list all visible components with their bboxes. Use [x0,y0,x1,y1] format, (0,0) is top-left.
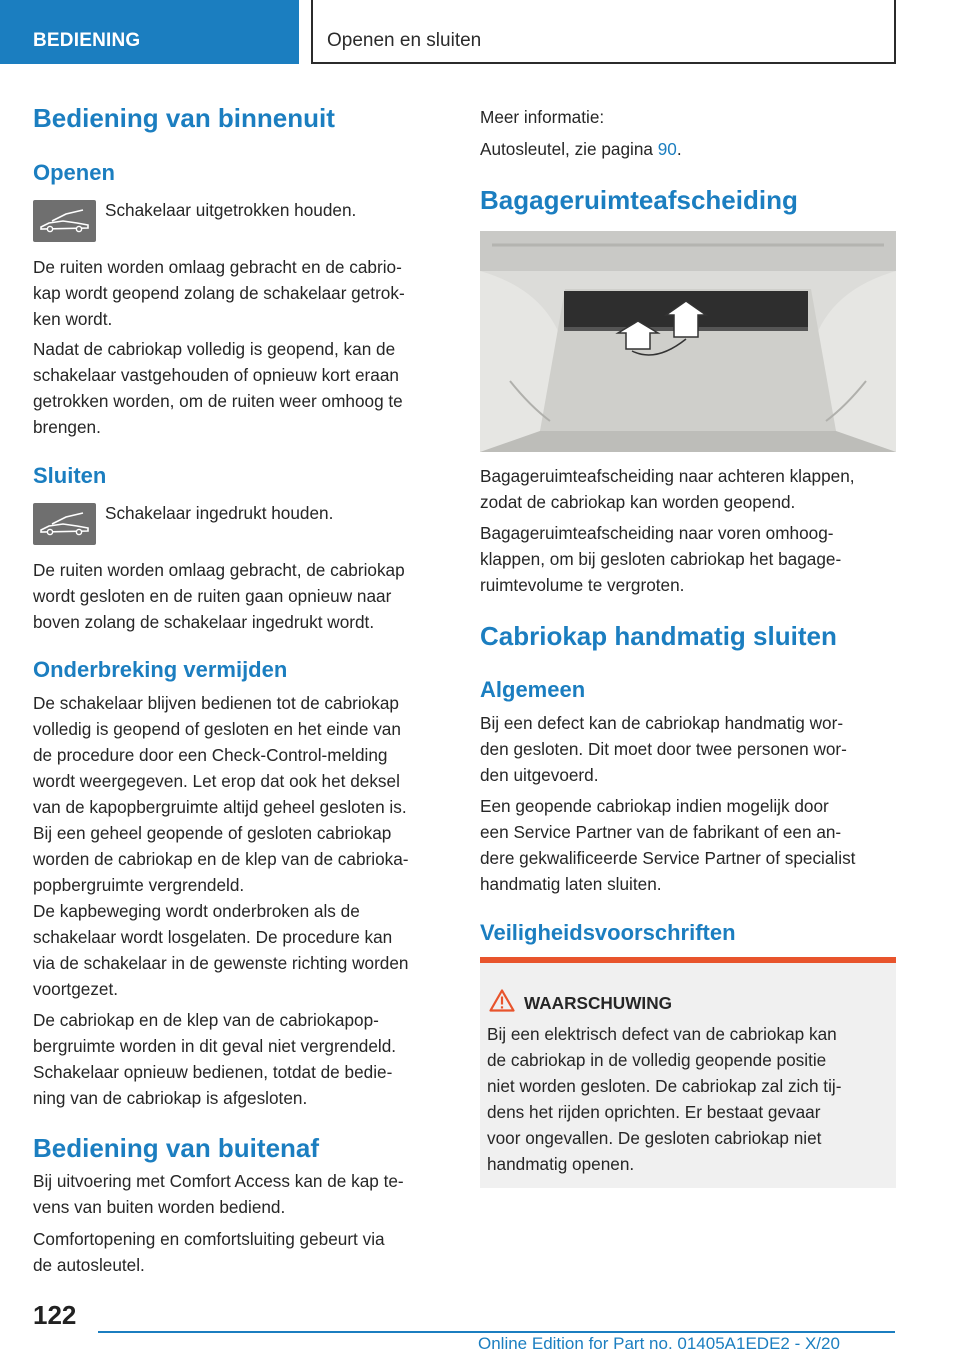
partition-paragraph-2: Bagageruimteafscheiding naar voren omhoog‐ klappen, om bij gesloten cabriokap het bagage‐ ruimtevolume te vergroten. [480,523,842,595]
heading-close: Sluiten [33,463,107,488]
warning-text: Bij een elektrisch defect van de cabriokap kan de cabriokap in de volledig geopende positie niet worden gesloten. De cabriokap zal zich tij‐ dens het rijden oprichten. Er bestaat gevaar voor ongevallen. De gesloten cabriokap niet handmatig openen. [487,1024,842,1174]
footer-edition: Online Edition for Part no. 01405A1EDE2 - X/20 [478,1334,840,1353]
interrupt-paragraph-3: De cabriokap en de klep van de cabriokapop‐ bergruimte worden in dit geval niet vergrendeld. Schakelaar opnieuw bedienen, totdat de bedie‐ ning van de cabriokap is afgesloten. [33,1010,397,1108]
outside-paragraph-2: Comfortopening en comfortsluiting gebeurt via de autosleutel. [33,1229,385,1275]
section-tab [0,0,299,64]
footer-divider [98,1331,895,1333]
heading-partition: Bagageruimteafscheiding [480,185,798,215]
interrupt-paragraph-2: De kapbeweging wordt onderbroken als de schakelaar wordt losgelaten. De procedure kan via de schakelaar in de gewenste richting worden voortgezet. [33,901,409,999]
open-paragraph-2: Nadat de cabriokap volledig is geopend, kan de schakelaar vastgehouden of opnieuw kort eraan getrokken worden, om de ruiten weer omhoog te brengen. [33,339,403,437]
general-paragraph-2: Een geopende cabriokap indien mogelijk door een Service Partner van de fabrikant of een an‐ dere gekwalificeerde Service Partner of specialist handmatig laten sluiten. [480,796,856,894]
heading-general: Algemeen [480,677,586,702]
heading-interrupt: Onderbreking vermijden [33,657,288,682]
page-number: 122 [33,1300,77,1330]
topic-title: Openen en sluiten [327,30,482,51]
topic-tab [311,0,896,64]
trunk-partition-image [480,231,896,452]
key-reference: Autosleutel, zie pagina 90. [480,139,682,159]
outside-paragraph-1: Bij uitvoering met Comfort Access kan de kap te‐ vens van buiten worden bediend. [33,1171,404,1217]
page-link[interactable]: 90 [657,139,677,159]
general-paragraph-1: Bij een defect kan de cabriokap handmatig wor‐ den gesloten. Dit moet door twee personen wor‐ den uitgevoerd. [480,713,847,785]
open-instruction: Schakelaar uitgetrokken houden. [105,200,357,220]
interrupt-paragraph-1: De schakelaar blijven bedienen tot de cabriokap volledig is geopend of gesloten en het einde van de procedure door een Check-Control-melding wordt weergegeven. Let erop dat ook het deksel van de kapopbergruimte altijd geheel gesloten is. Bij een geheel geopende of gesloten cabriokap worden de cabriokap en de klep van de cabrioka‐ popbergruimte vergrendeld. [33,693,409,895]
heading-inside: Bediening van binnenuit [33,103,335,133]
warning-triangle-icon [489,989,515,1012]
convertible-switch-icon [33,200,96,242]
open-paragraph-1: De ruiten worden omlaag gebracht en de cabrio‐ kap wordt geopend zolang de schakelaar getrok‐ ken wordt. [33,257,405,329]
convertible-switch-icon [33,503,96,545]
heading-open: Openen [33,160,115,185]
partition-paragraph-1: Bagageruimteafscheiding naar achteren klappen, zodat de cabriokap kan worden geopend. [480,466,855,512]
heading-manual-close: Cabriokap handmatig sluiten [480,621,837,651]
close-paragraph-1: De ruiten worden omlaag gebracht, de cabriokap wordt gesloten en de ruiten gaan opnieuw naar boven zolang de schakelaar ingedrukt wordt. [33,560,405,632]
close-instruction: Schakelaar ingedrukt houden. [105,503,334,523]
warning-box [480,957,896,1188]
warning-title: WAARSCHUWING [524,993,672,1013]
heading-outside: Bediening van buitenaf [33,1133,320,1163]
heading-safety: Veiligheidsvoorschriften [480,920,736,945]
more-info-label: Meer informatie: [480,107,605,127]
section-title: BEDIENING [33,30,141,51]
